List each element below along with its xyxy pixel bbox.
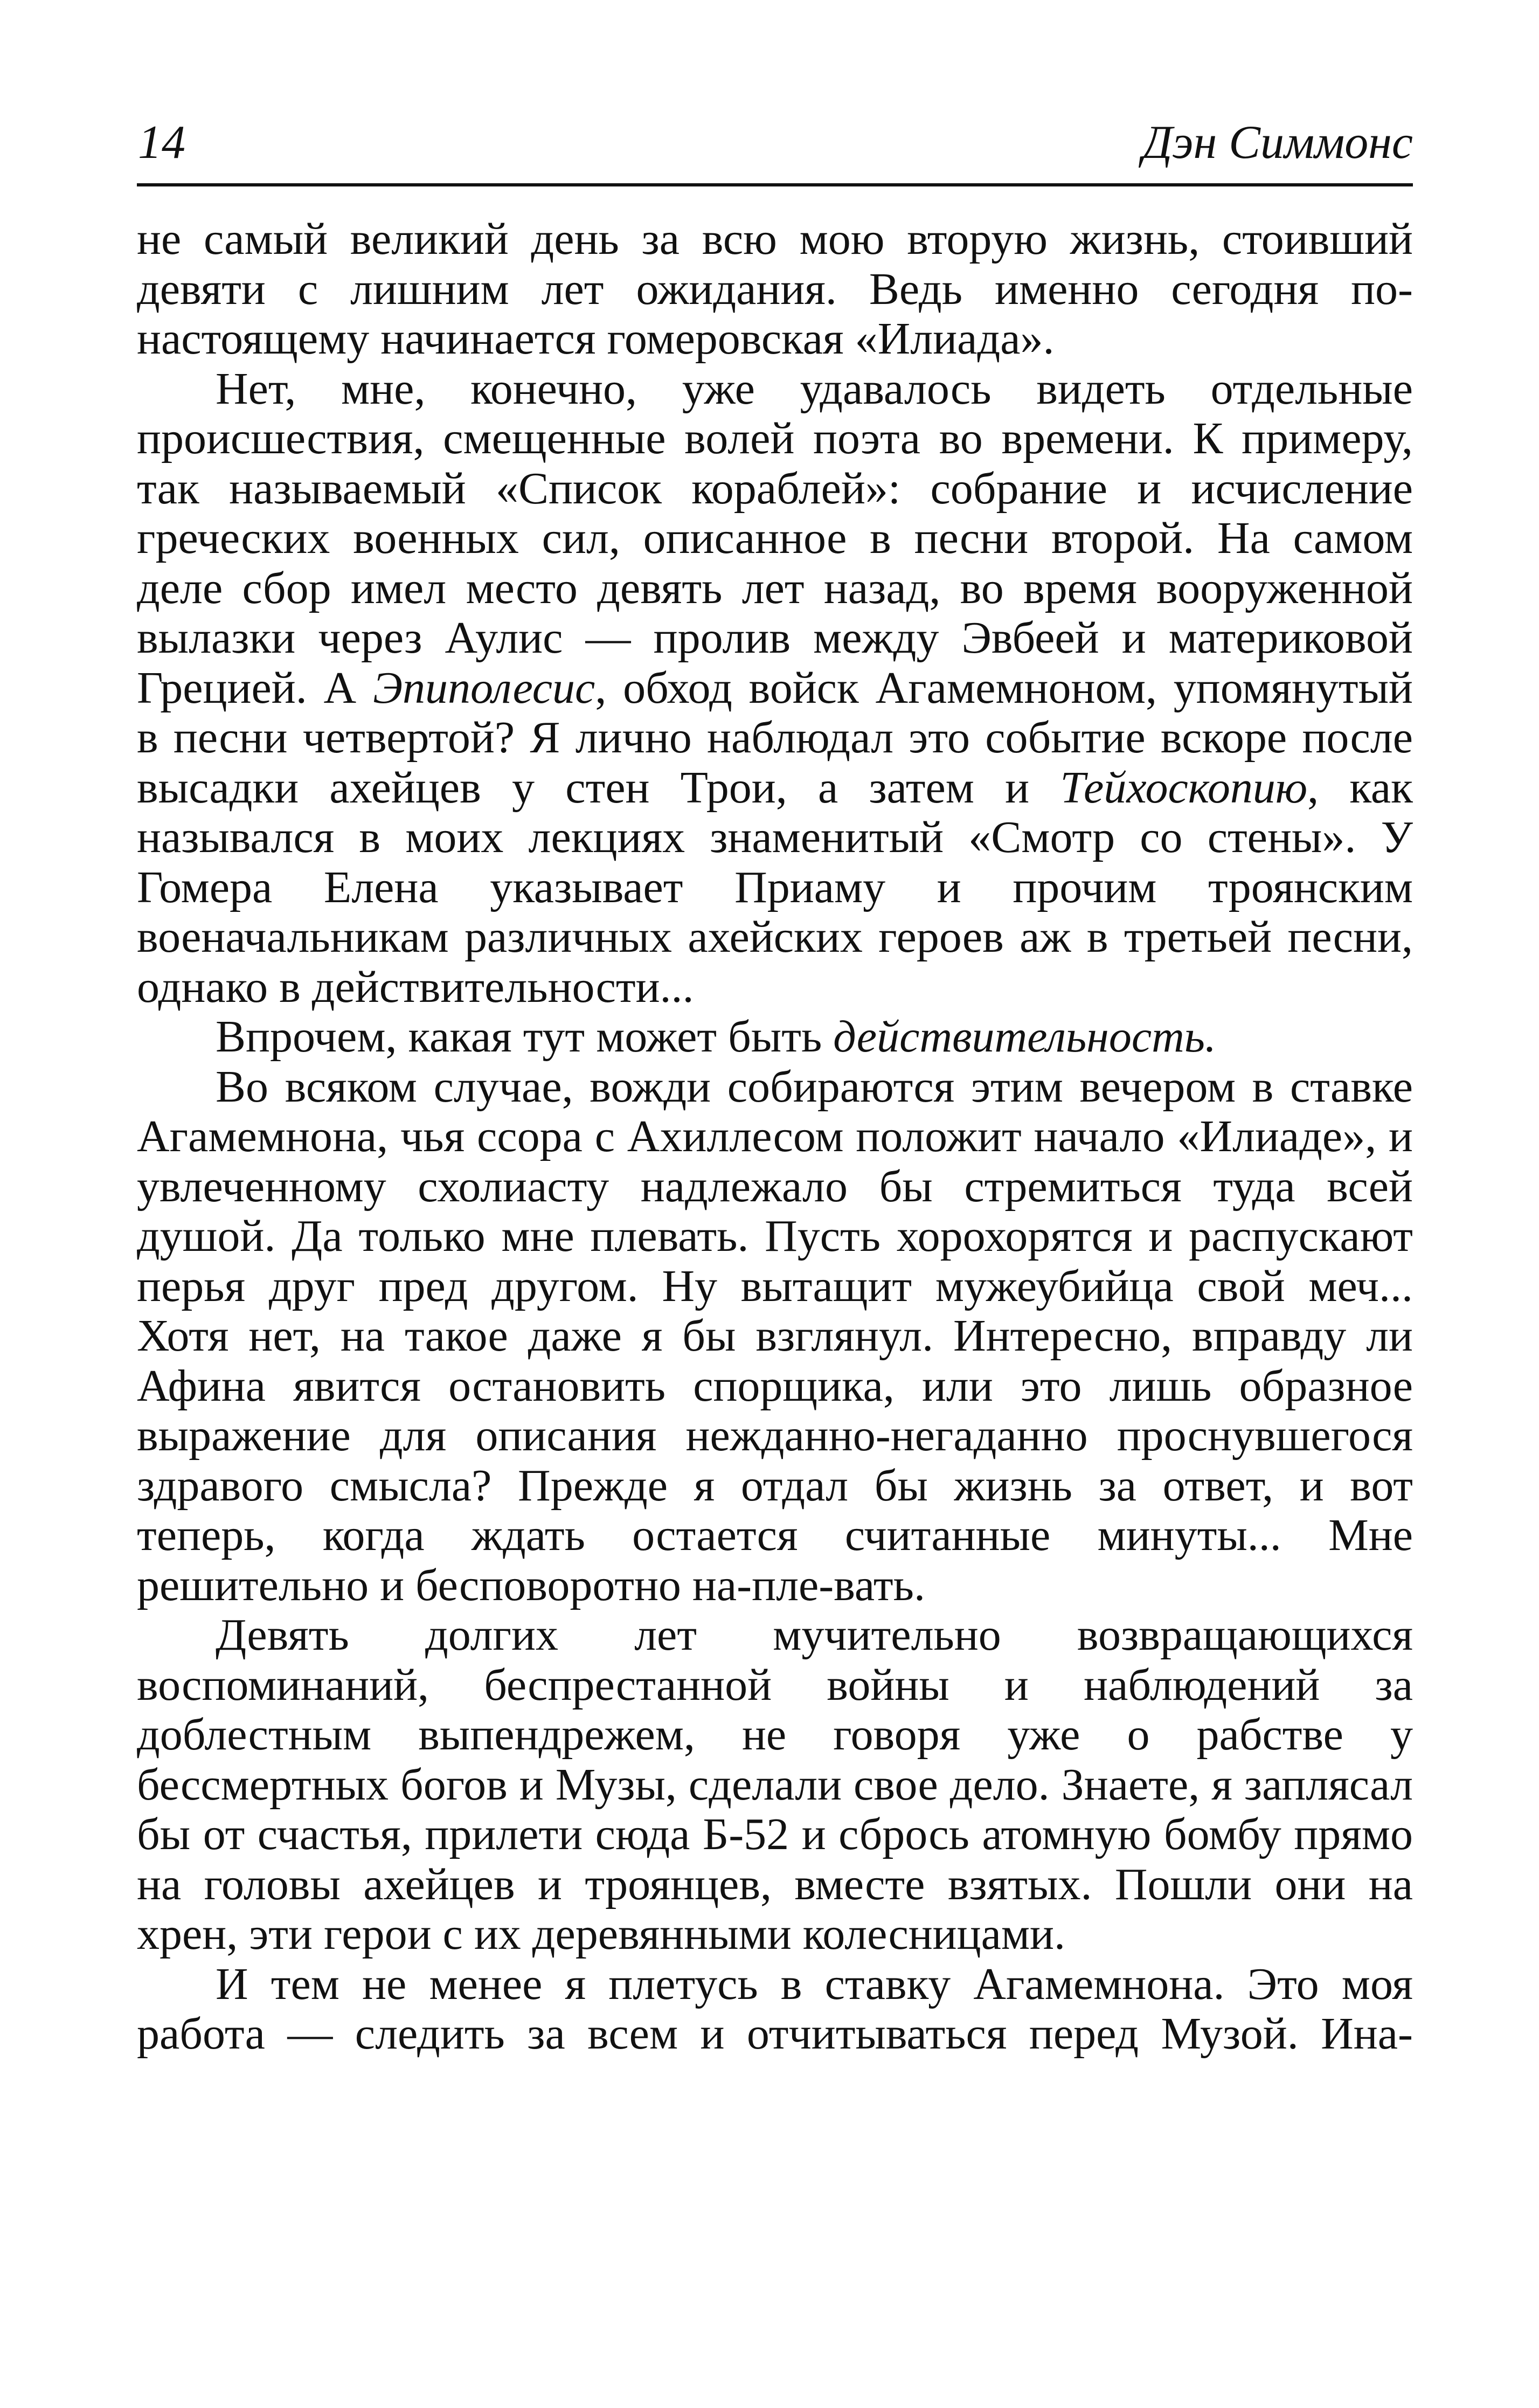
paragraph-3 <box>137 1012 1413 1062</box>
paragraph-3-text: Впрочем, какая тут может быть <box>216 1012 834 1062</box>
page-header <box>137 113 1413 186</box>
paragraph-6: И тем не менее я плетусь в ставку Агамемнона. Это моя работа — следить за всем и отчитываться перед Музой. Ина- <box>137 1959 1413 2059</box>
paragraph-4: Во всяком случае, вожди собираются этим вечером в ставке Агамемнона, чья ссора с Ахиллесом положит начало «Илиаде», и увлеченному схолиасту надлежало бы стремиться туда всей душой. Да только мне плевать. Пусть хорохорятся и распускают перья друг пред другом. Ну вытащит мужеубийца свой меч... Хотя нет, на такое даже я бы взглянул. Интересно, вправду ли Афина явится остановить спорщика, или это лишь образное выражение для описания нежданно-негаданно проснувшегося здравого смысла? Прежде я отдал бы жизнь за ответ, и вот теперь, когда ждать остается считанные минуты... Мне решительно и бесповоротно на-пле-вать. <box>137 1061 1413 1610</box>
paragraph-1: не самый великий день за всю мою вторую жизнь, стоивший девяти с лишним лет ожидания. Ведь именно сегодня по-настоящему начинается гомеровская «Илиада». <box>137 214 1413 364</box>
paragraph-2-text-b: , обход войск Агамемноном, упомянутый в песни четвертой? Я лично наблюдал это событие вскоре после высадки ахейцев у стен Трои, а затем и <box>137 662 1413 813</box>
page-number: 14 <box>138 116 185 169</box>
paragraph-5: Девять долгих лет мучительно возвращающихся воспоминаний, беспрестанной войны и наблюдений за доблестным выпендрежем, не говоря уже о рабстве у бессмертных богов и Музы, сделали свое дело. Знаете, я заплясал бы от счастья, прилети сюда Б-52 и сбрось атомную бомбу прямо на головы ахейцев и троянцев, вместе взятых. Пошли они на хрен, эти герои с их деревянными колесницами. <box>137 1610 1413 1959</box>
paragraph-2-italic-2: Тейхоскопию <box>1060 762 1308 813</box>
paragraph-2-italic-1: Эпиполесис <box>372 662 595 713</box>
running-head: Дэн Симмонс <box>1142 116 1413 169</box>
body-text <box>137 214 1413 2059</box>
paragraph-2 <box>137 364 1413 1013</box>
paragraph-3-italic: действительность. <box>833 1012 1217 1062</box>
paragraph-2-text-a: Нет, мне, конечно, уже удавалось видеть отдельные происшествия, смещенные волей поэта во времени. К примеру, так называемый «Список кораблей»: собрание и исчисление греческих военных сил, описанное в песни второй. На самом деле сбор имел место девять лет назад, во время вооруженной вылазки через Аулис — пролив между Эвбеей и материковой Грецией. А <box>137 363 1413 713</box>
paragraph-2-text-c: , как назывался в моих лекциях знаменитый «Смотр со стены». У Гомера Елена указывает Приаму и прочим троянским военачальникам различных ахейских героев аж в третьей песни, однако в действительности... <box>137 762 1413 1012</box>
